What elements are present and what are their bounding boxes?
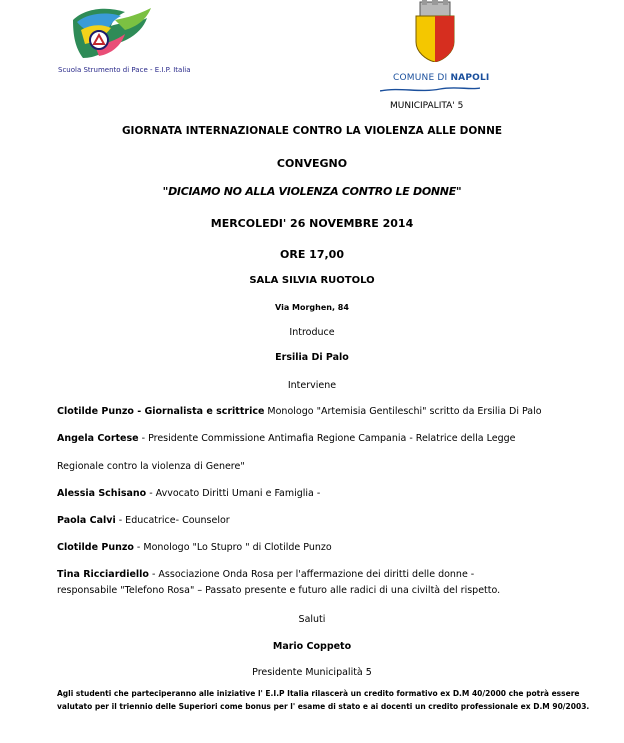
event-type: CONVEGNO xyxy=(276,157,348,170)
speaker-line xyxy=(57,515,607,526)
speaker-name: Alessia Schisano xyxy=(57,488,147,499)
event-date: MERCOLEDI' 26 NOVEMBRE 2014 xyxy=(210,217,414,230)
credit-note: Agli studenti che parteciperanno alle iniziative l' E.I.P Italia rilascerà un credito formativo ex D.M 40/2000 che potrà essere valutato per il triennio delle Superiori come bonus per l' esame di stato e ai docenti un credito professionale ex D.M 90/2003. xyxy=(57,689,590,711)
speaker-line xyxy=(57,488,607,499)
moderator-name: Ersilia Di Palo xyxy=(275,352,349,363)
speaker-name: Clotilde Punzo xyxy=(57,542,134,553)
municipality-label: MUNICIPALITA' 5 xyxy=(390,101,464,111)
speaker-line-continued xyxy=(57,585,607,596)
speaker-desc: responsabile "Telefono Rosa" – Passato presente e futuro alle radici di una civiltà del rispetto. xyxy=(57,585,501,596)
speaker-line-continued xyxy=(57,461,607,472)
greeter-name: Mario Coppeto xyxy=(272,641,352,652)
greeter-role: Presidente Municipalità 5 xyxy=(252,667,372,678)
interviene-label: Interviene xyxy=(287,380,337,391)
speaker-desc: - Presidente Commissione Antimafia Regione Campania - Relatrice della Legge xyxy=(138,433,516,444)
speaker-role: - Giornalista e scrittrice xyxy=(133,406,265,417)
event-title: GIORNATA INTERNAZIONALE CONTRO LA VIOLENZA ALLE DONNE xyxy=(121,125,503,137)
speaker-line xyxy=(57,542,607,553)
speaker-name: Tina Ricciardiello xyxy=(57,569,149,580)
speaker-line xyxy=(57,433,607,444)
speaker-desc: - Associazione Onda Rosa per l'affermazione dei diritti delle donne - xyxy=(148,569,475,580)
speaker-desc: - Avvocato Diritti Umani e Famiglia - xyxy=(146,488,321,499)
introduce-label: Introduce xyxy=(289,327,335,338)
comune-caption xyxy=(393,73,489,83)
comune-di-napoli-crest xyxy=(410,0,460,62)
comune-wave-icon xyxy=(380,85,480,93)
speaker-desc: - Monologo "Lo Stupro " di Clotilde Punzo xyxy=(133,542,332,553)
event-time: ORE 17,00 xyxy=(280,248,344,261)
event-hall: SALA SILVIA RUOTOLO xyxy=(249,275,375,286)
speaker-desc: Regionale contro la violenza di Genere" xyxy=(57,461,245,472)
speaker-name: Angela Cortese xyxy=(57,433,139,444)
left-logo-caption: Scuola Strumento di Pace - E.I.P. Italia xyxy=(58,66,191,74)
comune-caption-city: NAPOLI xyxy=(450,73,490,83)
speaker-line xyxy=(57,406,607,417)
saluti-label: Saluti xyxy=(298,614,326,625)
speaker-name: Paola Calvi xyxy=(57,515,116,526)
comune-caption-prefix: COMUNE DI xyxy=(393,73,448,83)
event-slogan: "DICIAMO NO ALLA VIOLENZA CONTRO LE DONNE" xyxy=(162,185,462,198)
speaker-desc: - Educatrice- Counselor xyxy=(115,515,230,526)
speaker-desc: Monologo "Artemisia Gentileschi" scritto da Ersilia Di Palo xyxy=(264,406,542,417)
speaker-name: Clotilde Punzo xyxy=(57,406,134,417)
speaker-line xyxy=(57,569,607,580)
event-street: Via Morghen, 84 xyxy=(275,303,349,312)
